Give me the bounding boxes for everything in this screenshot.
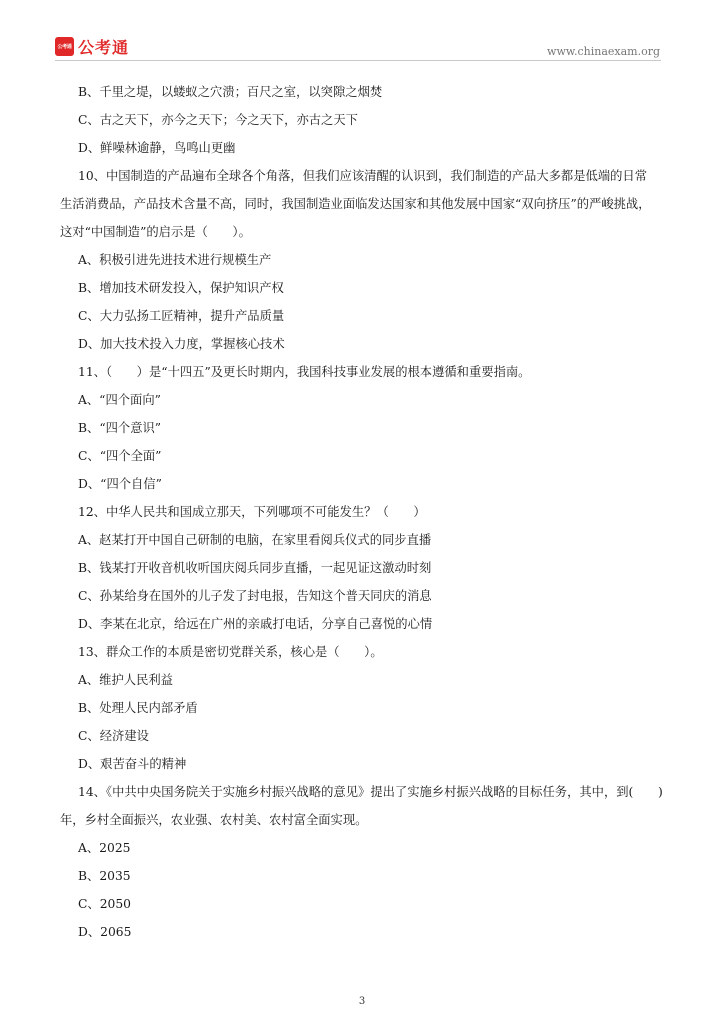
logo-badge-icon: 公考通: [55, 37, 74, 56]
question-text: 11、（ ）是“十四五”及更长时期内，我国科技事业发展的根本遵循和重要指南。: [78, 365, 531, 379]
question-continuation: 生活消费品，产品技术含量不高，同时，我国制造业面临发达国家和其他发展中国家“双向挤压”的严峻挑战，: [60, 197, 651, 211]
answer-option: D、鲜噪林逾静，鸟鸣山更幽: [78, 141, 236, 155]
answer-option: A、“四个面向”: [78, 393, 161, 407]
answer-option: D、2065: [78, 925, 132, 939]
question-continuation: 这对“中国制造”的启示是（ ）。: [60, 225, 251, 239]
answer-option: C、古之天下，亦今之天下；今之天下，亦古之天下: [78, 113, 358, 127]
question-text: 14、《中共中央国务院关于实施乡村振兴战略的意见》提出了实施乡村振兴战略的目标任务，其中，到( ): [78, 785, 663, 799]
answer-option: A、积极引进先进技术进行规模生产: [78, 253, 272, 267]
answer-option: B、“四个意识”: [78, 421, 162, 435]
answer-option: C、2050: [78, 897, 132, 911]
answer-option: D、艰苦奋斗的精神: [78, 757, 187, 771]
answer-option: D、加大技术投入力度，掌握核心技术: [78, 337, 285, 351]
answer-option: A、维护人民利益: [78, 673, 173, 687]
answer-option: B、钱某打开收音机收听国庆阅兵同步直播，一起见证这激动时刻: [78, 561, 432, 575]
answer-option: A、2025: [78, 841, 131, 855]
answer-option: B、处理人民内部矛盾: [78, 701, 198, 715]
page-header: [0, 0, 724, 62]
document-body: [60, 78, 670, 946]
question-text: 10、中国制造的产品遍布全球各个角落，但我们应该清醒的认识到，我们制造的产品大多都是低端的日常: [78, 169, 648, 183]
answer-option: C、经济建设: [78, 729, 149, 743]
question-continuation: 年，乡村全面振兴，农业强、农村美、农村富全面实现。: [60, 813, 368, 827]
page-number: 3: [358, 996, 366, 1007]
answer-option: A、赵某打开中国自己研制的电脑，在家里看阅兵仪式的同步直播: [78, 533, 432, 547]
question-text: 13、群众工作的本质是密切党群关系，核心是（ ）。: [78, 645, 383, 659]
answer-option: C、孙某给身在国外的儿子发了封电报，告知这个普天同庆的消息: [78, 589, 432, 603]
answer-option: C、大力弘扬工匠精神，提升产品质量: [78, 309, 285, 323]
answer-option: B、2035: [78, 869, 131, 883]
question-text: 12、中华人民共和国成立那天，下列哪项不可能发生？（ ）: [78, 505, 426, 519]
answer-option: B、增加技术研发投入，保护知识产权: [78, 281, 284, 295]
logo-text: 公考通: [78, 38, 130, 57]
header-divider: [55, 60, 661, 61]
answer-option: C、“四个全面”: [78, 449, 162, 463]
answer-option: D、李某在北京，给远在广州的亲戚打电话，分享自己喜悦的心情: [78, 617, 433, 631]
answer-option: D、“四个自信”: [78, 477, 162, 491]
logo[interactable]: [55, 35, 129, 58]
answer-option: B、千里之堤，以蝼蚁之穴溃；百尺之室，以突隙之烟焚: [78, 85, 383, 99]
site-url[interactable]: www.chinaexam.org: [547, 45, 660, 58]
